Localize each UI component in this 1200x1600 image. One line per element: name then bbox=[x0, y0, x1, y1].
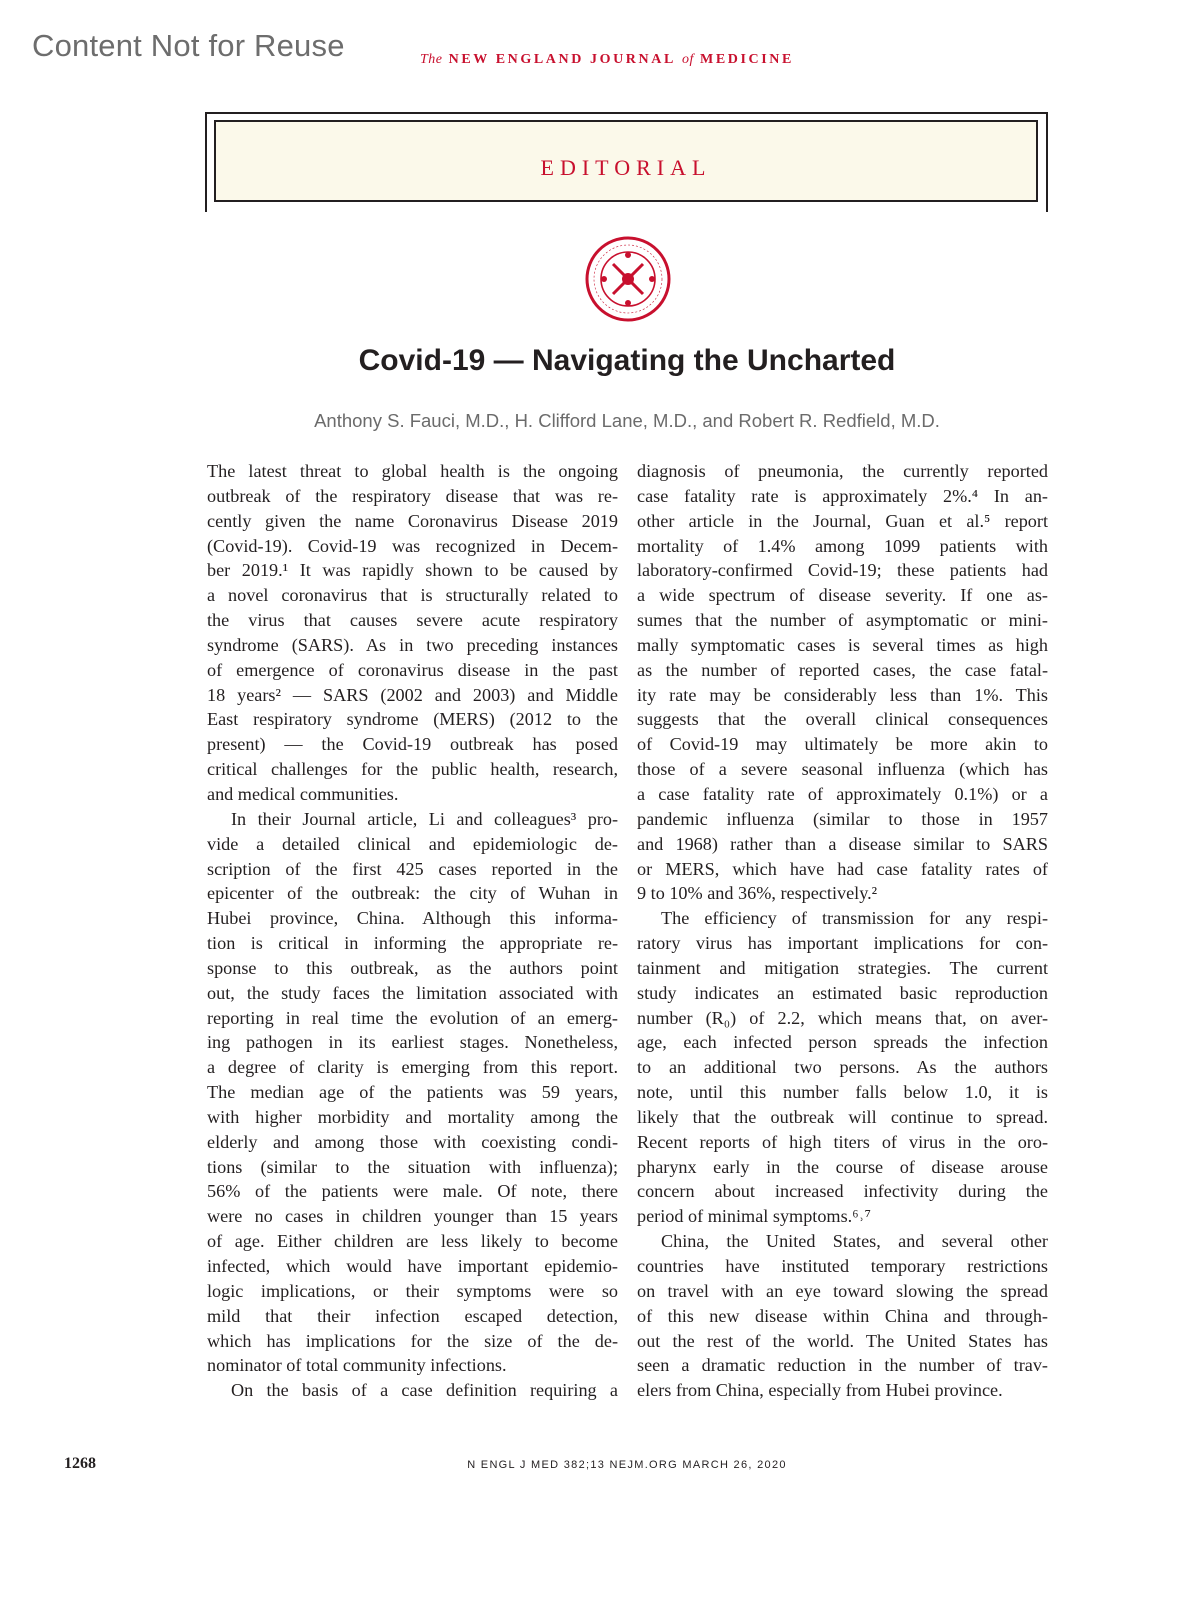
body-line: reporting in real time the evolution of an emerg- bbox=[207, 1007, 618, 1028]
body-line: ber 2019.¹ It was rapidly shown to be caused by bbox=[207, 560, 618, 581]
body-line: infected, which would have important epidemio- bbox=[207, 1256, 618, 1276]
body-line: critical challenges for the public health, research, bbox=[207, 759, 618, 780]
body-line: of age. Either children are less likely to become bbox=[207, 1231, 618, 1252]
body-line: ratory virus has important implications for con- bbox=[637, 933, 1048, 954]
body-line: those of a severe seasonal influenza (which has bbox=[637, 759, 1048, 780]
body-line: a novel coronavirus that is structurally related to bbox=[207, 585, 618, 606]
body-line: China, the United States, and several other bbox=[661, 1231, 1048, 1252]
body-line: tion is critical in informing the appropriate re- bbox=[207, 933, 618, 954]
body-line: East respiratory syndrome (MERS) (2012 to the bbox=[207, 709, 618, 730]
body-line: 56% of the patients were male. Of note, there bbox=[207, 1181, 618, 1202]
body-line: to an additional two persons. As the authors bbox=[637, 1057, 1048, 1078]
body-line: cently given the name Coronavirus Disease 2019 bbox=[207, 510, 618, 531]
body-line: of Covid-19 may ultimately be more akin to bbox=[637, 734, 1048, 755]
body-line: logic implications, or their symptoms were so bbox=[207, 1280, 618, 1301]
body-line: a case fatality rate of approximately 0.1%) or a bbox=[637, 783, 1048, 804]
journal-header-the: The bbox=[420, 52, 443, 67]
body-line: The latest threat to global health is the ongoing bbox=[207, 461, 618, 481]
journal-seal-icon bbox=[585, 236, 671, 322]
body-line: study indicates an estimated basic reproduction bbox=[637, 982, 1048, 1003]
body-line: nominator of total community infections. bbox=[207, 1355, 507, 1376]
body-line: which has implications for the size of the de- bbox=[207, 1330, 618, 1351]
body-line: pharynx early in the course of disease arouse bbox=[637, 1156, 1048, 1177]
body-line: a degree of clarity is emerging from this report. bbox=[207, 1057, 618, 1078]
body-line: epicenter of the outbreak: the city of Wuhan in bbox=[207, 883, 618, 904]
journal-header-of: of bbox=[682, 52, 694, 67]
body-line: tainment and mitigation strategies. The current bbox=[637, 957, 1048, 978]
body-line: Recent reports of high titers of virus in the oro- bbox=[637, 1131, 1048, 1152]
body-line: period of minimal symptoms.⁶˒⁷ bbox=[637, 1206, 871, 1227]
body-line: the virus that causes severe acute respiratory bbox=[207, 610, 618, 631]
body-line: The median age of the patients was 59 years, bbox=[207, 1082, 618, 1103]
body-line: (Covid-19). Covid-19 was recognized in Decem- bbox=[207, 535, 618, 556]
citation-footer: N ENGL J MED 382;13 NEJM.ORG MARCH 26, 2020 bbox=[467, 1459, 787, 1471]
body-line: sponse to this outbreak, as the authors point bbox=[207, 957, 618, 978]
body-line: a wide spectrum of disease severity. If one as- bbox=[637, 585, 1048, 606]
body-line: out the rest of the world. The United States has bbox=[637, 1330, 1048, 1351]
body-line: case fatality rate is approximately 2%.⁴ In an- bbox=[637, 485, 1048, 506]
body-line: Hubei province, China. Although this informa- bbox=[207, 908, 618, 929]
article-title: Covid-19 — Navigating the Uncharted bbox=[358, 344, 896, 377]
body-line: with higher morbidity and mortality among the bbox=[207, 1106, 618, 1127]
page-number: 1268 bbox=[64, 1455, 96, 1472]
body-line: sumes that the number of asymptomatic or mini- bbox=[637, 610, 1048, 631]
journal-header bbox=[420, 52, 840, 68]
body-line: age, each infected person spreads the infection bbox=[637, 1032, 1048, 1053]
body-line: were no cases in children younger than 15 years bbox=[207, 1206, 618, 1227]
body-line: diagnosis of pneumonia, the currently reported bbox=[637, 461, 1048, 481]
body-line: vide a detailed clinical and epidemiologic de- bbox=[207, 833, 618, 854]
body-line: elers from China, especially from Hubei province. bbox=[637, 1380, 1003, 1401]
body-column-left bbox=[207, 459, 618, 1403]
body-line: mild that their infection escaped detection, bbox=[207, 1305, 618, 1326]
body-line: mortality of 1.4% among 1099 patients with bbox=[637, 535, 1048, 556]
body-line: countries have instituted temporary restrictions bbox=[637, 1256, 1048, 1276]
body-line: pandemic influenza (similar to those in 1957 bbox=[637, 808, 1048, 829]
body-line: 18 years² — SARS (2002 and 2003) and Middle bbox=[207, 684, 618, 705]
body-line: on travel with an eye toward slowing the spread bbox=[637, 1280, 1048, 1301]
body-line: 9 to 10% and 36%, respectively.² bbox=[637, 883, 878, 904]
body-line: laboratory-confirmed Covid-19; these patients had bbox=[637, 560, 1048, 581]
body-line: In their Journal article, Li and colleagues³ pro- bbox=[231, 808, 618, 829]
body-line: and medical communities. bbox=[207, 783, 399, 804]
body-line: present) — the Covid-19 outbreak has posed bbox=[207, 734, 618, 755]
body-line: ity rate may be considerably less than 1%. This bbox=[637, 684, 1048, 705]
body-line: scription of the first 425 cases reported in the bbox=[207, 858, 618, 879]
body-line: seen a dramatic reduction in the number of trav- bbox=[637, 1355, 1048, 1376]
body-line: mally symptomatic cases is several times as high bbox=[637, 634, 1048, 655]
body-line: tions (similar to the situation with influenza); bbox=[207, 1156, 618, 1177]
article-authors: Anthony S. Fauci, M.D., H. Clifford Lane, M.D., and Robert R. Redfield, M.D. bbox=[314, 410, 940, 431]
section-banner bbox=[214, 120, 1038, 202]
journal-header-name: NEW ENGLAND JOURNAL bbox=[448, 52, 676, 67]
body-line: likely that the outbreak will continue to spread. bbox=[637, 1106, 1048, 1127]
body-line: suggests that the overall clinical consequences bbox=[637, 709, 1048, 730]
body-line: of emergence of coronavirus disease in the past bbox=[207, 659, 618, 680]
body-line: out, the study faces the limitation associated with bbox=[207, 982, 618, 1003]
body-line: outbreak of the respiratory disease that was re- bbox=[207, 485, 618, 506]
body-line: note, until this number falls below 1.0, it is bbox=[637, 1082, 1048, 1103]
body-line: of this new disease within China and through- bbox=[637, 1305, 1048, 1326]
body-line: as the number of reported cases, the case fatal- bbox=[637, 659, 1048, 680]
body-line: or MERS, which have had case fatality rates of bbox=[637, 858, 1048, 879]
body-line: other article in the Journal, Guan et al.⁵ report bbox=[637, 510, 1048, 531]
body-line: elderly and among those with coexisting condi- bbox=[207, 1131, 618, 1152]
watermark: Content Not for Reuse bbox=[32, 28, 345, 63]
body-line: The efficiency of transmission for any respi- bbox=[661, 908, 1048, 929]
body-line: number (R₀) of 2.2, which means that, on aver- bbox=[637, 1007, 1048, 1028]
section-frame bbox=[205, 112, 1048, 212]
journal-header-medicine: MEDICINE bbox=[700, 52, 794, 67]
body-line: syndrome (SARS). As in two preceding instances bbox=[207, 634, 618, 655]
body-column-right bbox=[637, 459, 1048, 1403]
body-line: concern about increased infectivity during the bbox=[637, 1181, 1048, 1202]
body-line: On the basis of a case definition requiring a bbox=[231, 1380, 618, 1401]
body-line: and 1968) rather than a disease similar to SARS bbox=[637, 833, 1048, 854]
section-label: EDITORIAL bbox=[540, 155, 712, 180]
body-line: ing pathogen in its earliest stages. Nonetheless, bbox=[207, 1032, 618, 1053]
